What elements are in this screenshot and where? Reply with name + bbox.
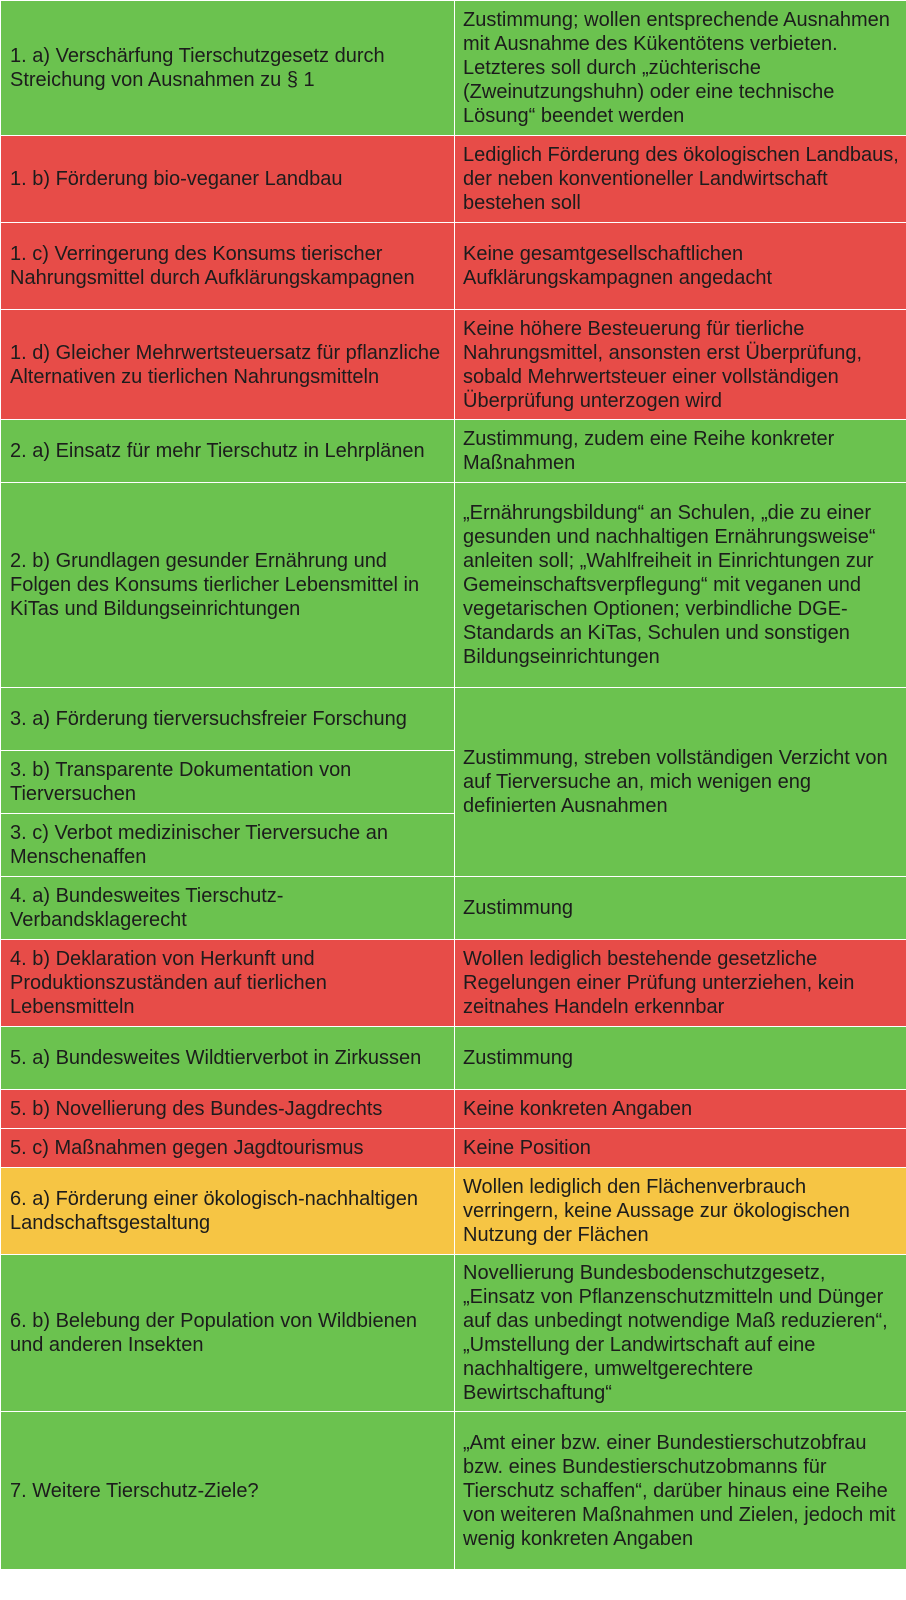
position-cell: Wollen lediglich bestehende gesetzliche Regelungen einer Prüfung unterziehen, kein zeitnahes Handeln erkennbar — [455, 940, 906, 1027]
goal-cell: 4. b) Deklaration von Herkunft und Produktionszuständen auf tierlichen Lebensmitteln — [1, 940, 455, 1027]
position-cell: „Amt einer bzw. einer Bundestierschutzobfrau bzw. eines Bundestierschutzobmanns für Tierschutz schaffen“, darüber hinaus eine Reihe von weiteren Maßnahmen und Zielen, jedoch mit wenig konkreten Angaben — [455, 1412, 906, 1570]
position-cell: Zustimmung, streben vollständigen Verzicht von auf Tierversuche an, mich wenigen eng definierten Ausnahmen — [455, 688, 906, 877]
goal-cell: 1. d) Gleicher Mehrwertsteuersatz für pflanzliche Alternativen zu tierlichen Nahrungsmitteln — [1, 310, 455, 420]
position-cell: Keine gesamtgesellschaftlichen Aufklärungskampagnen angedacht — [455, 223, 906, 310]
table-row — [1, 1129, 906, 1168]
position-cell: Keine konkreten Angaben — [455, 1090, 906, 1129]
goal-cell: 6. a) Förderung einer ökologisch-nachhaltigen Landschaftsgestaltung — [1, 1168, 455, 1255]
goal-cell: 4. a) Bundesweites Tierschutz-Verbandsklagerecht — [1, 877, 455, 940]
goal-cell: 3. b) Transparente Dokumentation von Tierversuchen — [1, 751, 455, 814]
position-cell: Zustimmung — [455, 877, 906, 940]
goal-cell: 3. a) Förderung tierversuchsfreier Forschung — [1, 688, 455, 751]
goal-cell: 1. c) Verringerung des Konsums tierischer Nahrungsmittel durch Aufklärungskampagnen — [1, 223, 455, 310]
goal-cell: 1. b) Förderung bio-veganer Landbau — [1, 136, 455, 223]
goal-cell: 5. b) Novellierung des Bundes-Jagdrechts — [1, 1090, 455, 1129]
table-row — [1, 1168, 906, 1255]
table-row — [1, 688, 906, 751]
table-row — [1, 1412, 906, 1570]
position-cell: Wollen lediglich den Flächenverbrauch verringern, keine Aussage zur ökologischen Nutzung der Flächen — [455, 1168, 906, 1255]
goal-cell: 7. Weitere Tierschutz-Ziele? — [1, 1412, 455, 1570]
goal-cell: 1. a) Verschärfung Tierschutzgesetz durch Streichung von Ausnahmen zu § 1 — [1, 1, 455, 136]
goal-cell: 2. b) Grundlagen gesunder Ernährung und Folgen des Konsums tierlicher Lebensmittel in KiTas und Bildungseinrichtungen — [1, 483, 455, 688]
table-row — [1, 136, 906, 223]
position-cell: Zustimmung — [455, 1027, 906, 1090]
position-cell: Keine Position — [455, 1129, 906, 1168]
table-row — [1, 1027, 906, 1090]
position-cell: Zustimmung; wollen entsprechende Ausnahmen mit Ausnahme des Kükentötens verbieten. Letzteres soll durch „züchterische (Zweinutzungshuhn) oder eine technische Lösung“ beendet werden — [455, 1, 906, 136]
table-row — [1, 1255, 906, 1412]
table-row — [1, 877, 906, 940]
table-row — [1, 310, 906, 420]
table-row — [1, 940, 906, 1027]
goal-cell: 3. c) Verbot medizinischer Tierversuche an Menschenaffen — [1, 814, 455, 877]
table-row — [1, 223, 906, 310]
table-row — [1, 420, 906, 483]
goal-cell: 5. c) Maßnahmen gegen Jagdtourismus — [1, 1129, 455, 1168]
position-cell: Zustimmung, zudem eine Reihe konkreter Maßnahmen — [455, 420, 906, 483]
goal-cell: 2. a) Einsatz für mehr Tierschutz in Lehrplänen — [1, 420, 455, 483]
table-row — [1, 1090, 906, 1129]
position-cell: Novellierung Bundesbodenschutzgesetz, „Einsatz von Pflanzenschutzmitteln und Dünger auf das unbedingt notwendige Maß reduzieren“, „Umstellung der Landwirtschaft auf eine nachhaltigere, umweltgerechtere Bewirtschaftung“ — [455, 1255, 906, 1412]
position-cell: Keine höhere Besteuerung für tierliche Nahrungsmittel, ansonsten erst Überprüfung, sobald Mehrwertsteuer einer vollständigen Überprüfung unterzogen wird — [455, 310, 906, 420]
goal-cell: 6. b) Belebung der Population von Wildbienen und anderen Insekten — [1, 1255, 455, 1412]
table-row — [1, 483, 906, 688]
table-row — [1, 1, 906, 136]
goal-cell: 5. a) Bundesweites Wildtierverbot in Zirkussen — [1, 1027, 455, 1090]
position-cell: Lediglich Förderung des ökologischen Landbaus, der neben konventioneller Landwirtschaft bestehen soll — [455, 136, 906, 223]
position-cell: „Ernährungsbildung“ an Schulen, „die zu einer gesunden und nachhaltigen Ernährungsweise“ anleiten soll; „Wahlfreiheit in Einrichtungen zur Gemeinschaftsverpflegung“ mit veganen und vegetarischen Optionen; verbindliche DGE-Standards an KiTas, Schulen und sonstigen Bildungseinrichtungen — [455, 483, 906, 688]
